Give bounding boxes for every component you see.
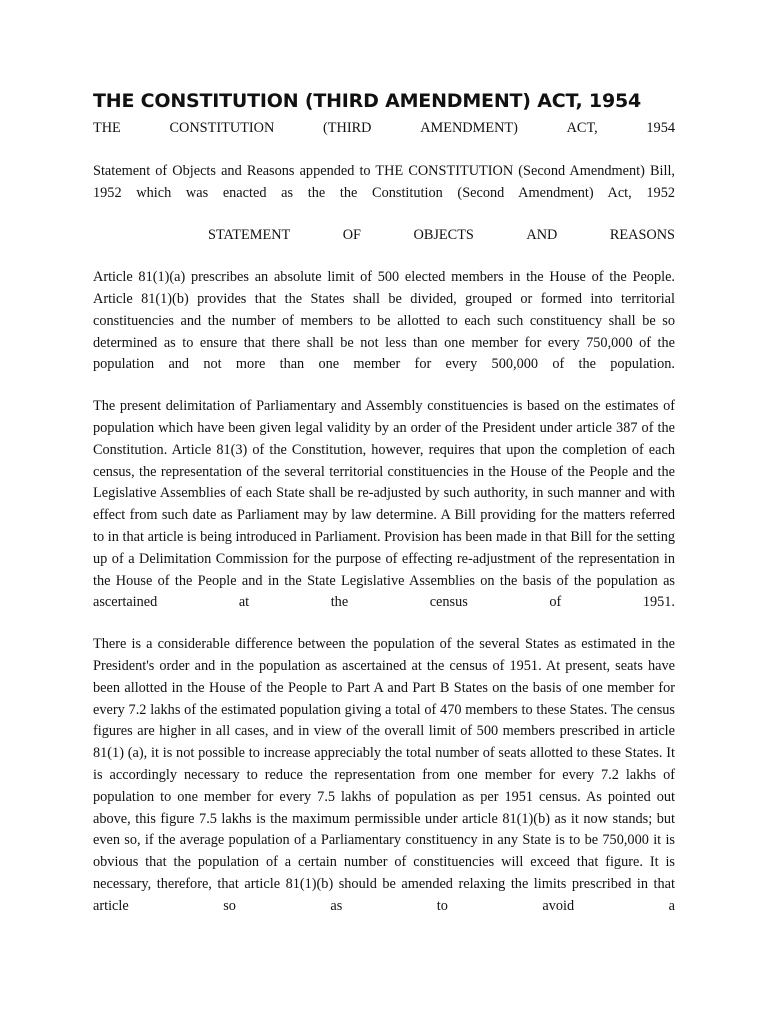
subtitle-word: (THIRD — [323, 120, 372, 136]
heading-word: OBJECTS — [413, 227, 474, 244]
document-page — [93, 88, 675, 918]
intro-paragraph: Statement of Objects and Reasons appended to THE CONSTITUTION (Second Amendment) Bill, 1952 which was enacted as the the Constitution (Second Amendment) Act, 1952 — [93, 162, 675, 201]
subtitle-word: 1954 — [646, 120, 675, 136]
body-paragraph-3: There is a considerable difference between the population of the several States as estimated in the President's order and in the population as ascertained at the census of 1951. At present, seats have been allotted in the House of the People to Part A and Part B States on the basis of one member for every 7.2 lakhs of the estimated population giving a total of 470 members to these States. The census figures are higher in all cases, and in view of the overall limit of 500 members prescribed in article 81(1) (a), it is not possible to increase appreciably the total number of seats allotted to these States. It is accordingly necessary to reduce the representation from one member for every 7.2 lakhs of population to one member for every 7.5 lakhs of population as per 1951 census. As pointed out above, this figure 7.5 lakhs is the maximum permissible under article 81(1)(b) as it now stands; but even so, if the average population of a Parliamentary constituency in any State is to be 750,000 it is obvious that the population of a certain number of constituencies will exceed that figure. It is necessary, therefore, that article 81(1)(b) should be amended relaxing the limits prescribed in that article so as to avoid a — [93, 636, 675, 914]
document-title: THE CONSTITUTION (THIRD AMENDMENT) ACT, 1954 — [93, 90, 642, 112]
body-paragraph-2: The present delimitation of Parliamentary and Assembly constituencies is based on the estimates of population which have been given legal validity by an order of the President under article 387 of the Constitution. Article 81(3) of the Constitution, however, requires that upon the completion of each census, the representation of the several territorial constituencies in the House of the People and the Legislative Assemblies of each State shall be re-adjusted by such authority, in such manner and with effect from such date as Parliament may by law determine. A Bill providing for the matters referred to in that article is being introduced in Parliament. Provision has been made in that Bill for the setting up of a Delimitation Commission for the purpose of effecting re-adjustment of the representation in the House of the People and in the State Legislative Assemblies on the basis of the population as ascertained at the census of 1951. — [93, 398, 675, 611]
subtitle-word: ACT, — [566, 120, 598, 136]
heading-word: AND — [526, 227, 558, 244]
section-heading — [93, 225, 675, 247]
body-paragraph-1: Article 81(1)(a) prescribes an absolute limit of 500 elected members in the House of the People. Article 81(1)(b) provides that the States shall be divided, grouped or formed into territorial constituencies and the number of members to be allotted to each such constituency shall be so determined as to ensure that there shall be not less than one member for every 750,000 of the population and not more than one member for every 500,000 of the population. — [93, 269, 675, 373]
subtitle-word: CONSTITUTION — [169, 120, 275, 136]
heading-word: STATEMENT — [208, 227, 291, 244]
subtitle-word: THE — [93, 120, 121, 136]
document-subtitle — [93, 118, 675, 140]
subtitle-word: AMENDMENT) — [420, 120, 518, 136]
heading-word: REASONS — [609, 227, 675, 244]
heading-word: OF — [342, 227, 362, 244]
